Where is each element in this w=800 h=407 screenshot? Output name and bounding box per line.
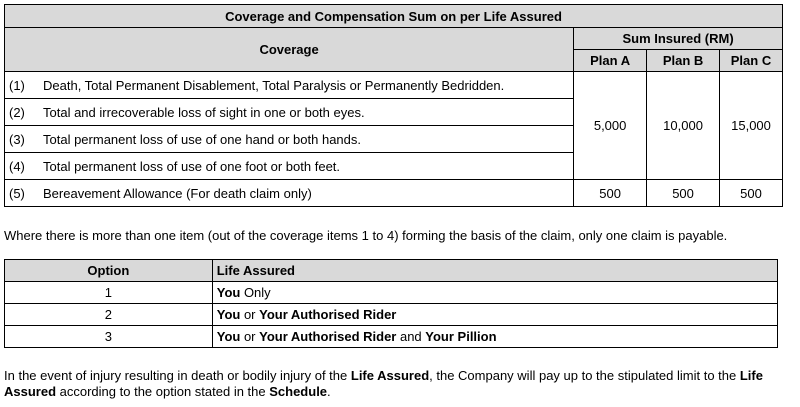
life-assured-value: You Only [212,282,777,304]
option-row [5,282,778,304]
coverage-item [5,99,574,126]
coverage-item-text: Death, Total Permanent Disablement, Total Paralysis or Permanently Bedridden. [43,77,505,93]
plan-c-bereavement: 500 [720,180,783,207]
coverage-item-number: (3) [9,131,25,147]
coverage-item [5,153,574,180]
option-header: Option [5,260,213,282]
coverage-table [4,4,783,207]
coverage-item [5,72,574,99]
coverage-item [5,180,574,207]
plan-c-header: Plan C [720,50,783,72]
plan-b-bereavement: 500 [647,180,720,207]
option-table [4,259,778,348]
plan-a-sum: 5,000 [574,72,647,180]
life-assured-value: You or Your Authorised Rider and Your Pillion [212,326,777,348]
option-row [5,326,778,348]
life-assured-value: You or Your Authorised Rider [212,304,777,326]
coverage-item-number: (1) [9,77,25,93]
coverage-item-text: Bereavement Allowance (For death claim only) [43,185,312,201]
coverage-table-title: Coverage and Compensation Sum on per Life Assured [5,5,783,28]
option-number: 3 [5,326,213,348]
sum-insured-header: Sum Insured (RM) [574,28,783,50]
coverage-item-text: Total permanent loss of use of one hand or both hands. [43,131,361,147]
coverage-header: Coverage [5,28,574,72]
coverage-row [5,180,783,207]
option-number: 2 [5,304,213,326]
option-row [5,304,778,326]
option-number: 1 [5,282,213,304]
injury-note: In the event of injury resulting in death or bodily injury of the Life Assured, the Company will pay up to the stipulated limit to the Life Assured according to the option stated in the Schedule. [4,368,763,399]
plan-a-bereavement: 500 [574,180,647,207]
plan-c-sum: 15,000 [720,72,783,180]
plan-a-header: Plan A [574,50,647,72]
coverage-item-text: Total permanent loss of use of one foot or both feet. [43,158,341,174]
coverage-item-number: (4) [9,158,25,174]
plan-b-header: Plan B [647,50,720,72]
coverage-item-text: Total and irrecoverable loss of sight in one or both eyes. [43,104,365,120]
plan-b-sum: 10,000 [647,72,720,180]
coverage-item-number: (2) [9,104,25,120]
life-assured-header: Life Assured [212,260,777,282]
coverage-item-number: (5) [9,185,25,201]
coverage-item [5,126,574,153]
coverage-row [5,72,783,99]
single-claim-note: Where there is more than one item (out of the coverage items 1 to 4) forming the basis of the claim, only one claim is payable. [4,228,728,243]
